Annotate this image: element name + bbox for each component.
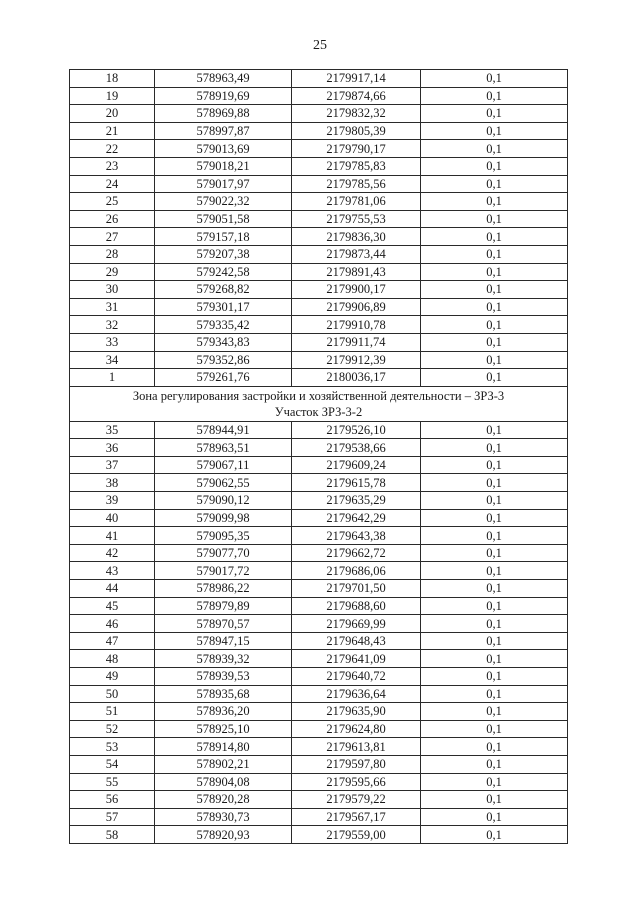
accuracy-cell: 0,1 <box>421 421 568 439</box>
accuracy-cell: 0,1 <box>421 105 568 123</box>
x-coordinate-cell: 579067,11 <box>155 456 292 474</box>
y-coordinate-cell: 2179635,29 <box>292 492 421 510</box>
accuracy-cell: 0,1 <box>421 175 568 193</box>
x-coordinate-cell: 578970,57 <box>155 615 292 633</box>
x-coordinate-cell: 579095,35 <box>155 527 292 545</box>
x-coordinate-cell: 578904,08 <box>155 773 292 791</box>
point-number-cell: 54 <box>70 755 155 773</box>
x-coordinate-cell: 579022,32 <box>155 193 292 211</box>
rows-before-section <box>70 70 568 387</box>
table-row <box>70 298 568 316</box>
x-coordinate-cell: 578969,88 <box>155 105 292 123</box>
y-coordinate-cell: 2179911,74 <box>292 333 421 351</box>
accuracy-cell: 0,1 <box>421 456 568 474</box>
y-coordinate-cell: 2179643,38 <box>292 527 421 545</box>
x-coordinate-cell: 579268,82 <box>155 281 292 299</box>
y-coordinate-cell: 2179615,78 <box>292 474 421 492</box>
x-coordinate-cell: 578986,22 <box>155 580 292 598</box>
table-row <box>70 70 568 88</box>
y-coordinate-cell: 2179701,50 <box>292 580 421 598</box>
table-row <box>70 527 568 545</box>
accuracy-cell: 0,1 <box>421 369 568 387</box>
x-coordinate-cell: 579099,98 <box>155 509 292 527</box>
accuracy-cell: 0,1 <box>421 263 568 281</box>
point-number-cell: 31 <box>70 298 155 316</box>
section-header-cell <box>70 386 568 421</box>
accuracy-cell: 0,1 <box>421 228 568 246</box>
table-row <box>70 580 568 598</box>
accuracy-cell: 0,1 <box>421 562 568 580</box>
point-number-cell: 47 <box>70 632 155 650</box>
point-number-cell: 43 <box>70 562 155 580</box>
x-coordinate-cell: 579017,97 <box>155 175 292 193</box>
x-coordinate-cell: 578963,51 <box>155 439 292 457</box>
point-number-cell: 33 <box>70 333 155 351</box>
accuracy-cell: 0,1 <box>421 720 568 738</box>
y-coordinate-cell: 2179891,43 <box>292 263 421 281</box>
table-row <box>70 597 568 615</box>
point-number-cell: 51 <box>70 703 155 721</box>
accuracy-cell: 0,1 <box>421 597 568 615</box>
table-row <box>70 263 568 281</box>
accuracy-cell: 0,1 <box>421 544 568 562</box>
x-coordinate-cell: 578930,73 <box>155 808 292 826</box>
table-row <box>70 773 568 791</box>
table-row <box>70 720 568 738</box>
y-coordinate-cell: 2179662,72 <box>292 544 421 562</box>
point-number-cell: 57 <box>70 808 155 826</box>
accuracy-cell: 0,1 <box>421 298 568 316</box>
x-coordinate-cell: 578997,87 <box>155 122 292 140</box>
table-row <box>70 791 568 809</box>
point-number-cell: 35 <box>70 421 155 439</box>
table-row <box>70 210 568 228</box>
point-number-cell: 19 <box>70 87 155 105</box>
point-number-cell: 48 <box>70 650 155 668</box>
x-coordinate-cell: 579301,17 <box>155 298 292 316</box>
x-coordinate-cell: 578935,68 <box>155 685 292 703</box>
table-row <box>70 562 568 580</box>
y-coordinate-cell: 2179910,78 <box>292 316 421 334</box>
point-number-cell: 23 <box>70 157 155 175</box>
x-coordinate-cell: 579090,12 <box>155 492 292 510</box>
point-number-cell: 39 <box>70 492 155 510</box>
point-number-cell: 44 <box>70 580 155 598</box>
x-coordinate-cell: 578925,10 <box>155 720 292 738</box>
y-coordinate-cell: 2179805,39 <box>292 122 421 140</box>
y-coordinate-cell: 2179609,24 <box>292 456 421 474</box>
table-row <box>70 738 568 756</box>
x-coordinate-cell: 578939,32 <box>155 650 292 668</box>
point-number-cell: 21 <box>70 122 155 140</box>
table-row <box>70 333 568 351</box>
page-number: 25 <box>313 38 327 53</box>
accuracy-cell: 0,1 <box>421 615 568 633</box>
point-number-cell: 34 <box>70 351 155 369</box>
x-coordinate-cell: 579343,83 <box>155 333 292 351</box>
y-coordinate-cell: 2179641,09 <box>292 650 421 668</box>
x-coordinate-cell: 579261,76 <box>155 369 292 387</box>
point-number-cell: 45 <box>70 597 155 615</box>
table-row <box>70 439 568 457</box>
x-coordinate-cell: 578947,15 <box>155 632 292 650</box>
table-row <box>70 474 568 492</box>
table-row <box>70 615 568 633</box>
point-number-cell: 49 <box>70 668 155 686</box>
accuracy-cell: 0,1 <box>421 509 568 527</box>
point-number-cell: 24 <box>70 175 155 193</box>
point-number-cell: 20 <box>70 105 155 123</box>
accuracy-cell: 0,1 <box>421 439 568 457</box>
accuracy-cell: 0,1 <box>421 333 568 351</box>
accuracy-cell: 0,1 <box>421 316 568 334</box>
point-number-cell: 29 <box>70 263 155 281</box>
table-row <box>70 87 568 105</box>
table-row <box>70 509 568 527</box>
y-coordinate-cell: 2179538,66 <box>292 439 421 457</box>
table-row <box>70 703 568 721</box>
accuracy-cell: 0,1 <box>421 70 568 88</box>
point-number-cell: 30 <box>70 281 155 299</box>
table-row <box>70 685 568 703</box>
table-row <box>70 122 568 140</box>
table-row <box>70 826 568 844</box>
y-coordinate-cell: 2179912,39 <box>292 351 421 369</box>
y-coordinate-cell: 2179874,66 <box>292 87 421 105</box>
x-coordinate-cell: 578920,28 <box>155 791 292 809</box>
table-row <box>70 650 568 668</box>
point-number-cell: 18 <box>70 70 155 88</box>
rows-after-section <box>70 421 568 843</box>
x-coordinate-cell: 578902,21 <box>155 755 292 773</box>
point-number-cell: 55 <box>70 773 155 791</box>
y-coordinate-cell: 2179642,29 <box>292 509 421 527</box>
accuracy-cell: 0,1 <box>421 527 568 545</box>
accuracy-cell: 0,1 <box>421 157 568 175</box>
section-header <box>70 386 568 421</box>
table-row <box>70 228 568 246</box>
point-number-cell: 58 <box>70 826 155 844</box>
x-coordinate-cell: 578944,91 <box>155 421 292 439</box>
accuracy-cell: 0,1 <box>421 668 568 686</box>
point-number-cell: 32 <box>70 316 155 334</box>
point-number-cell: 27 <box>70 228 155 246</box>
accuracy-cell: 0,1 <box>421 808 568 826</box>
x-coordinate-cell: 579051,58 <box>155 210 292 228</box>
accuracy-cell: 0,1 <box>421 650 568 668</box>
table-row <box>70 105 568 123</box>
accuracy-cell: 0,1 <box>421 210 568 228</box>
accuracy-cell: 0,1 <box>421 122 568 140</box>
section-header-row <box>70 386 568 421</box>
y-coordinate-cell: 2179635,90 <box>292 703 421 721</box>
accuracy-cell: 0,1 <box>421 351 568 369</box>
y-coordinate-cell: 2179595,66 <box>292 773 421 791</box>
x-coordinate-cell: 578914,80 <box>155 738 292 756</box>
accuracy-cell: 0,1 <box>421 755 568 773</box>
point-number-cell: 53 <box>70 738 155 756</box>
accuracy-cell: 0,1 <box>421 281 568 299</box>
table-row <box>70 245 568 263</box>
accuracy-cell: 0,1 <box>421 492 568 510</box>
point-number-cell: 56 <box>70 791 155 809</box>
x-coordinate-cell: 579335,42 <box>155 316 292 334</box>
point-number-cell: 46 <box>70 615 155 633</box>
y-coordinate-cell: 2179648,43 <box>292 632 421 650</box>
table-row <box>70 157 568 175</box>
y-coordinate-cell: 2179686,06 <box>292 562 421 580</box>
accuracy-cell: 0,1 <box>421 87 568 105</box>
point-number-cell: 28 <box>70 245 155 263</box>
point-number-cell: 1 <box>70 369 155 387</box>
y-coordinate-cell: 2179613,81 <box>292 738 421 756</box>
accuracy-cell: 0,1 <box>421 632 568 650</box>
point-number-cell: 50 <box>70 685 155 703</box>
y-coordinate-cell: 2179873,44 <box>292 245 421 263</box>
point-number-cell: 38 <box>70 474 155 492</box>
y-coordinate-cell: 2179917,14 <box>292 70 421 88</box>
accuracy-cell: 0,1 <box>421 703 568 721</box>
table-row <box>70 175 568 193</box>
x-coordinate-cell: 579352,86 <box>155 351 292 369</box>
y-coordinate-cell: 2179597,80 <box>292 755 421 773</box>
accuracy-cell: 0,1 <box>421 140 568 158</box>
table-row <box>70 421 568 439</box>
table-row <box>70 632 568 650</box>
point-number-cell: 36 <box>70 439 155 457</box>
x-coordinate-cell: 579207,38 <box>155 245 292 263</box>
zone-title: Зона регулирования застройки и хозяйственной деятельности – ЗРЗ-3 <box>132 388 505 403</box>
y-coordinate-cell: 2179790,17 <box>292 140 421 158</box>
point-number-cell: 25 <box>70 193 155 211</box>
x-coordinate-cell: 579017,72 <box>155 562 292 580</box>
table-row <box>70 351 568 369</box>
accuracy-cell: 0,1 <box>421 738 568 756</box>
table-row <box>70 369 568 387</box>
y-coordinate-cell: 2179624,80 <box>292 720 421 738</box>
plot-title: Участок ЗРЗ-3-2 <box>274 404 363 419</box>
table-row <box>70 456 568 474</box>
point-number-cell: 26 <box>70 210 155 228</box>
x-coordinate-cell: 578939,53 <box>155 668 292 686</box>
x-coordinate-cell: 578936,20 <box>155 703 292 721</box>
table-row <box>70 492 568 510</box>
y-coordinate-cell: 2180036,17 <box>292 369 421 387</box>
y-coordinate-cell: 2179669,99 <box>292 615 421 633</box>
coordinates-table <box>69 69 568 844</box>
accuracy-cell: 0,1 <box>421 474 568 492</box>
y-coordinate-cell: 2179579,22 <box>292 791 421 809</box>
y-coordinate-cell: 2179688,60 <box>292 597 421 615</box>
point-number-cell: 40 <box>70 509 155 527</box>
table-row <box>70 755 568 773</box>
point-number-cell: 41 <box>70 527 155 545</box>
y-coordinate-cell: 2179785,83 <box>292 157 421 175</box>
table-row <box>70 544 568 562</box>
x-coordinate-cell: 579013,69 <box>155 140 292 158</box>
table-row <box>70 193 568 211</box>
y-coordinate-cell: 2179640,72 <box>292 668 421 686</box>
accuracy-cell: 0,1 <box>421 826 568 844</box>
x-coordinate-cell: 579062,55 <box>155 474 292 492</box>
x-coordinate-cell: 578919,69 <box>155 87 292 105</box>
y-coordinate-cell: 2179781,06 <box>292 193 421 211</box>
table-row <box>70 808 568 826</box>
x-coordinate-cell: 579157,18 <box>155 228 292 246</box>
y-coordinate-cell: 2179785,56 <box>292 175 421 193</box>
point-number-cell: 42 <box>70 544 155 562</box>
accuracy-cell: 0,1 <box>421 685 568 703</box>
point-number-cell: 52 <box>70 720 155 738</box>
y-coordinate-cell: 2179755,53 <box>292 210 421 228</box>
x-coordinate-cell: 578920,93 <box>155 826 292 844</box>
accuracy-cell: 0,1 <box>421 245 568 263</box>
x-coordinate-cell: 579242,58 <box>155 263 292 281</box>
table-row <box>70 668 568 686</box>
y-coordinate-cell: 2179836,30 <box>292 228 421 246</box>
table-row <box>70 281 568 299</box>
y-coordinate-cell: 2179906,89 <box>292 298 421 316</box>
table-row <box>70 316 568 334</box>
table-row <box>70 140 568 158</box>
x-coordinate-cell: 579018,21 <box>155 157 292 175</box>
x-coordinate-cell: 578963,49 <box>155 70 292 88</box>
point-number-cell: 22 <box>70 140 155 158</box>
y-coordinate-cell: 2179559,00 <box>292 826 421 844</box>
y-coordinate-cell: 2179567,17 <box>292 808 421 826</box>
accuracy-cell: 0,1 <box>421 580 568 598</box>
x-coordinate-cell: 578979,89 <box>155 597 292 615</box>
y-coordinate-cell: 2179636,64 <box>292 685 421 703</box>
accuracy-cell: 0,1 <box>421 193 568 211</box>
accuracy-cell: 0,1 <box>421 791 568 809</box>
y-coordinate-cell: 2179526,10 <box>292 421 421 439</box>
point-number-cell: 37 <box>70 456 155 474</box>
accuracy-cell: 0,1 <box>421 773 568 791</box>
x-coordinate-cell: 579077,70 <box>155 544 292 562</box>
y-coordinate-cell: 2179832,32 <box>292 105 421 123</box>
y-coordinate-cell: 2179900,17 <box>292 281 421 299</box>
